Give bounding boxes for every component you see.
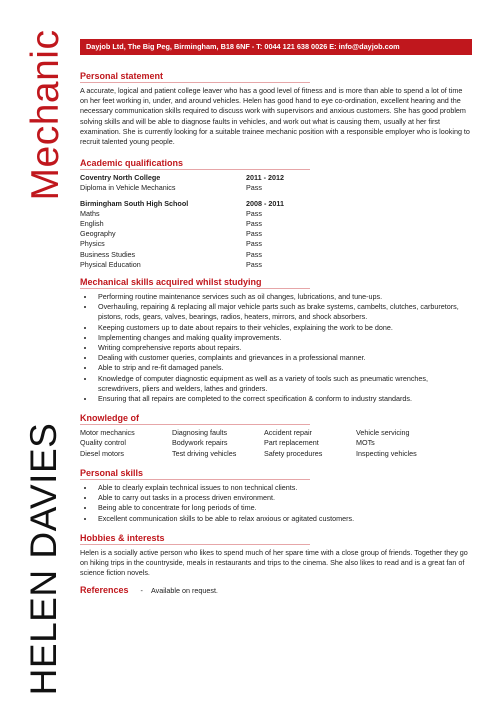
list-item: • Implementing changes and making quality improvements.: [95, 333, 472, 343]
subject-result: Pass: [246, 239, 262, 249]
list-item: • Being able to concentrate for long periods of time.: [95, 503, 472, 513]
mechanical-skills-section: [80, 276, 472, 404]
candidate-name-vertical: HELEN DAVIES: [23, 422, 64, 696]
contact-bar: Dayjob Ltd, The Big Peg, Birmingham, B18 6NF - T: 0044 121 638 0026 E: info@dayjob.com: [80, 39, 472, 55]
knowledge-item: MOTs: [356, 438, 375, 448]
personal-statement-title: Personal statement: [80, 71, 164, 81]
school-name: Birmingham South High School: [80, 198, 189, 208]
list-item: • Knowledge of computer diagnostic equipment as well as a variety of tools such as pneumatic wrenches, screwdrivers, pliers and welders, lathes and grinders.: [95, 374, 472, 394]
job-title-vertical: Mechanic: [24, 29, 67, 201]
subject-row: [80, 209, 472, 219]
list-item: • Performing routine maintenance services such as oil changes, lubrications, and tune-ups.: [95, 292, 472, 302]
personal-statement-text: A accurate, logical and patient college leaver who has a good level of fitness and is more than able to spend a lot of time on her feet working in, under, and around vehicles. Helen has good hand to eye co-ordination, excellent hearing and the necessary communication skills required to discuss work with supervisors and anxious customers. She has good problem solving skills and will be able to diagnose faults in vehicles, and work out what is causing them, usually at her first examination. She is currently looking for a suitable trainee mechanic position with a responsible employer who is looking to recruit talented young people.: [80, 86, 470, 147]
knowledge-item: Bodywork repairs: [172, 438, 228, 448]
knowledge-item: Motor mechanics: [80, 428, 135, 438]
subject-row: [80, 239, 472, 249]
list-item: • Excellent communication skills to be able to relax anxious or agitated customers.: [95, 514, 472, 524]
personal-skills-section: [80, 467, 472, 524]
list-item: • Writing comprehensive reports about repairs.: [95, 343, 472, 353]
mechanical-skills-title: Mechanical skills acquired whilst studying: [80, 277, 262, 288]
knowledge-section: [80, 412, 472, 459]
subject-row: [80, 229, 472, 239]
subject-name: English: [80, 219, 104, 229]
cv-content: [80, 70, 472, 597]
academic-section: [80, 157, 472, 270]
subject-name: Business Studies: [80, 249, 136, 259]
subject-name: Maths: [80, 208, 100, 218]
college-course: Diploma in Vehicle Mechanics: [80, 183, 176, 193]
section-divider: [80, 479, 310, 480]
subject-result: Pass: [246, 229, 262, 239]
subject-result: Pass: [246, 208, 262, 218]
subject-name: Physics: [80, 239, 105, 249]
list-item: • Ensuring that all repairs are completed to the correct specification & conform to industry standards.: [95, 394, 472, 404]
personal-skills-title: Personal skills: [80, 467, 144, 478]
subject-row: [80, 219, 472, 229]
knowledge-item: Quality control: [80, 438, 126, 448]
list-item: • Able to carry out tasks in a process driven environment.: [95, 493, 472, 503]
knowledge-item: Accident repair: [264, 428, 312, 438]
knowledge-item: Part replacement: [264, 438, 319, 448]
list-item: • Overhauling, repairing & replacing all major vehicle parts such as brake systems, cambelts, clutches, carburetors, pistons, rods, gears, valves, bearings, radios, heaters, mirrors, and shock absorbers.: [95, 302, 472, 322]
section-divider: [80, 169, 310, 170]
list-item: • Able to clearly explain technical issues to non technical clients.: [95, 483, 472, 493]
personal-statement-section: [80, 70, 472, 147]
list-item: • Keeping customers up to date about repairs to their vehicles, explaining the work to be done.: [95, 323, 472, 333]
hobbies-text: Helen is a socially active person who likes to spend much of her spare time with a close group of friends. Together they go on hiking trips in the countryside, meals in restaurants and trips to the cinema. She also likes to read and is a great fan of science fiction novels.: [80, 547, 468, 578]
subject-name: Physical Education: [80, 259, 141, 269]
subject-result: Pass: [246, 259, 262, 269]
section-divider: [80, 544, 310, 545]
college-years: 2011 - 2012: [246, 173, 284, 183]
school-qualification: [80, 199, 472, 270]
hobbies-section: [80, 532, 472, 579]
hobbies-title: Hobbies & interests: [80, 532, 165, 543]
section-divider: [80, 288, 310, 289]
subject-result: Pass: [246, 219, 262, 229]
knowledge-item: Vehicle servicing: [356, 428, 410, 438]
subject-row: [80, 260, 472, 270]
knowledge-title: Knowledge of: [80, 413, 139, 424]
knowledge-item: Diesel motors: [80, 448, 124, 458]
references-title: References: [80, 585, 129, 596]
references-text: Available on request.: [150, 586, 218, 596]
mechanical-skills-list: [80, 292, 472, 404]
academic-title: Academic qualifications: [80, 158, 184, 169]
school-years: 2008 - 2011: [246, 198, 284, 208]
knowledge-item: Inspecting vehicles: [356, 448, 417, 458]
knowledge-grid: [80, 428, 472, 459]
personal-skills-list: [80, 483, 472, 524]
subject-row: [80, 250, 472, 260]
subject-name: Geography: [80, 229, 116, 239]
references-section: [80, 584, 472, 596]
section-divider: [80, 82, 310, 83]
references-dash: -: [140, 586, 143, 596]
knowledge-item: Test driving vehicles: [172, 448, 237, 458]
knowledge-item: Diagnosing faults: [172, 428, 228, 438]
college-name: Coventry North College: [80, 173, 161, 183]
list-item: • Dealing with customer queries, complaints and grievances in a professional manner.: [95, 353, 472, 363]
college-result: Pass: [246, 183, 262, 193]
list-item: • Able to strip and re-fit damaged panels.: [95, 363, 472, 373]
subject-result: Pass: [246, 249, 262, 259]
section-divider: [80, 424, 310, 425]
knowledge-item: Safety procedures: [264, 448, 323, 458]
college-qualification: [80, 173, 472, 193]
